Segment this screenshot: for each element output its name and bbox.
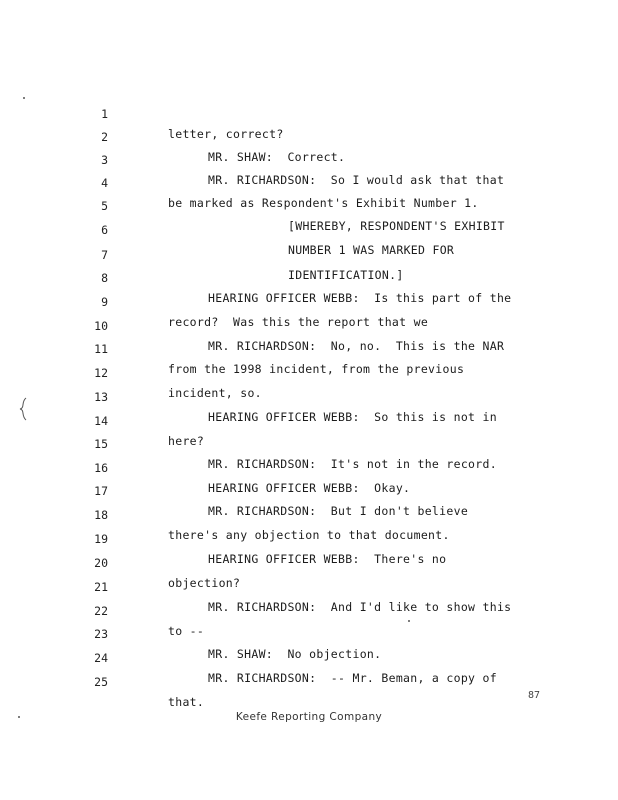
line-number: 10 bbox=[94, 319, 108, 333]
line-number: 8 bbox=[101, 271, 108, 285]
line-number: 3 bbox=[101, 153, 108, 167]
line-number: 25 bbox=[94, 675, 108, 689]
line-number: 20 bbox=[94, 556, 108, 570]
line-number: 24 bbox=[94, 651, 108, 665]
line-number: 12 bbox=[94, 366, 108, 380]
line-text: [WHEREBY, RESPONDENT'S EXHIBIT bbox=[288, 219, 505, 233]
line-number: 22 bbox=[94, 604, 108, 618]
line-number: 5 bbox=[101, 199, 108, 213]
line-number: 7 bbox=[101, 248, 108, 262]
line-number: 14 bbox=[94, 414, 108, 428]
line-number: 16 bbox=[94, 461, 108, 475]
line-text: MR. SHAW: No objection. bbox=[208, 647, 382, 661]
line-text: MR. RICHARDSON: And I'd like to show this bbox=[208, 600, 512, 614]
line-number: 23 bbox=[94, 627, 108, 641]
line-text: that. bbox=[168, 695, 205, 709]
line-text: IDENTIFICATION.] bbox=[288, 268, 404, 282]
line-text: to -- bbox=[168, 624, 205, 638]
line-text: MR. RICHARDSON: -- Mr. Beman, a copy of bbox=[208, 671, 497, 685]
line-number: 4 bbox=[101, 176, 108, 190]
scan-speck bbox=[18, 716, 20, 718]
line-number: 6 bbox=[101, 223, 108, 237]
line-text: here? bbox=[168, 434, 205, 448]
line-text: incident, so. bbox=[168, 386, 262, 400]
line-text: MR. RICHARDSON: So I would ask that that bbox=[208, 173, 505, 187]
line-text: HEARING OFFICER WEBB: There's no bbox=[208, 552, 447, 566]
line-text: MR. RICHARDSON: No, no. This is the NAR bbox=[208, 339, 505, 353]
line-number: 2 bbox=[101, 130, 108, 144]
page-number: 87 bbox=[528, 690, 541, 701]
line-number: 1 bbox=[101, 107, 108, 121]
line-text: NUMBER 1 WAS MARKED FOR bbox=[288, 243, 455, 257]
line-number: 19 bbox=[94, 532, 108, 546]
line-text: be marked as Respondent's Exhibit Number 1. bbox=[168, 196, 479, 210]
line-text: MR. RICHARDSON: It's not in the record. bbox=[208, 457, 497, 471]
transcript-line bbox=[0, 84, 618, 141]
line-text: from the 1998 incident, from the previous bbox=[168, 362, 465, 376]
line-text: HEARING OFFICER WEBB: So this is not in bbox=[208, 410, 497, 424]
line-number: 18 bbox=[94, 508, 108, 522]
line-number: 9 bbox=[101, 295, 108, 309]
line-text: there's any objection to that document. bbox=[168, 528, 450, 542]
line-text: HEARING OFFICER WEBB: Is this part of the bbox=[208, 291, 512, 305]
line-number: 21 bbox=[94, 580, 108, 594]
line-text: record? Was this the report that we bbox=[168, 315, 429, 329]
line-number: 13 bbox=[94, 390, 108, 404]
line-text: HEARING OFFICER WEBB: Okay. bbox=[208, 481, 411, 495]
scan-speck bbox=[23, 97, 25, 99]
line-text: MR. SHAW: Correct. bbox=[208, 150, 346, 164]
line-number: 15 bbox=[94, 437, 108, 451]
scan-speck bbox=[408, 620, 410, 622]
line-text: MR. RICHARDSON: But I don't believe bbox=[208, 504, 469, 518]
scan-bracket-mark bbox=[18, 396, 28, 422]
line-number: 11 bbox=[94, 342, 108, 356]
line-text: letter, correct? bbox=[168, 127, 284, 141]
footer-company: Keefe Reporting Company bbox=[235, 711, 383, 723]
line-text: objection? bbox=[168, 576, 241, 590]
line-number: 17 bbox=[94, 484, 108, 498]
